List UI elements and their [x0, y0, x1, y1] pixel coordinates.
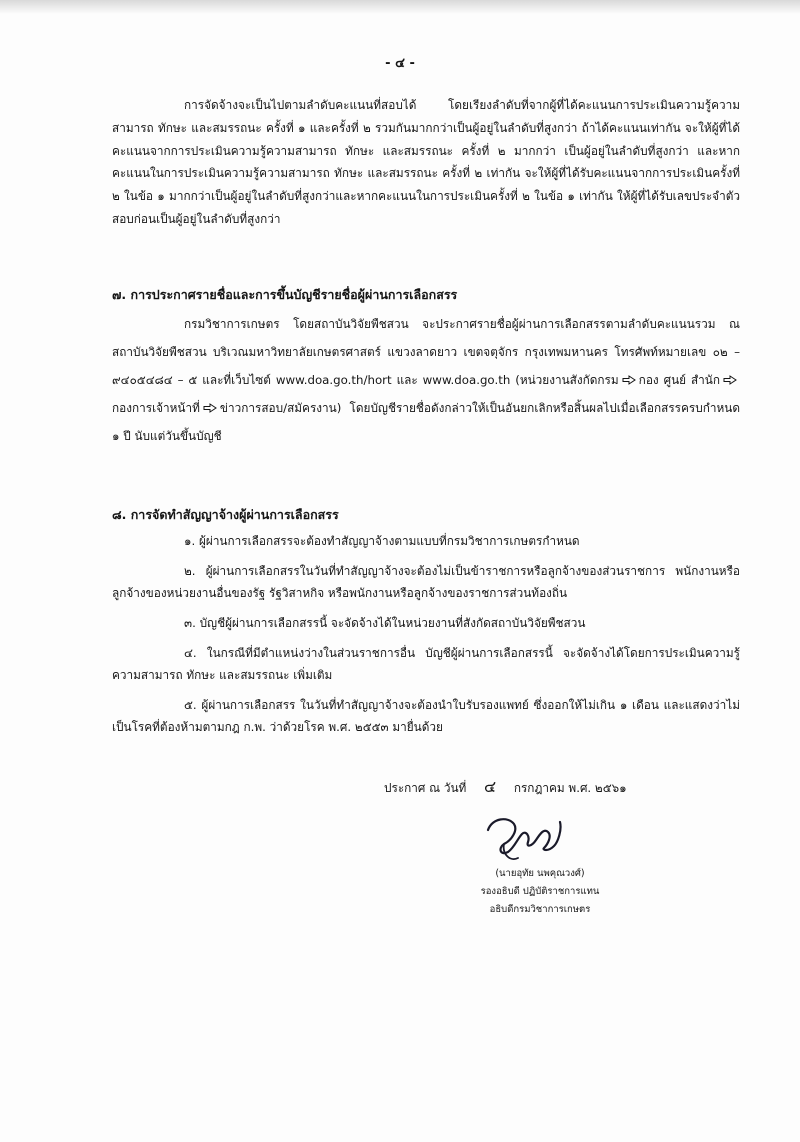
path-step-2: กองการเจ้าหน้าที่: [112, 401, 200, 415]
section-8-item-1: ๑. ผู้ผ่านการเลือกสรรจะต้องทำสัญญาจ้างตามแบบที่กรมวิชาการเกษตรกำหนด: [184, 534, 580, 548]
scan-edge-shadow: [0, 0, 800, 14]
announcement-day: ๔: [484, 777, 497, 796]
arrow-right-icon: [723, 375, 737, 385]
path-step-1: กอง ศูนย์ สำนัก: [638, 373, 720, 387]
section-7-text-part2: โดยบัญชีรายชื่อดังกล่าวให้เป็นอันยกเลิกหรือสิ้นผลไปเมื่อเลือกสรรครบกำหนด ๑ ปี นับแต่วันขึ้นบัญชี: [112, 401, 740, 443]
path-step-3: ข่าวการสอบ/สมัครงาน): [219, 401, 342, 415]
section-7-body: [112, 310, 740, 450]
page-number: - ๔ -: [385, 56, 415, 71]
signer-position-1: รองอธิบดี ปฏิบัติราชการแทน: [480, 886, 600, 897]
arrow-right-icon: [203, 403, 217, 413]
handwritten-signature: [474, 810, 574, 866]
section-7-heading: ๗. การประกาศรายชื่อและการขึ้นบัญชีรายชื่อผู้ผ่านการเลือกสรร: [112, 287, 458, 302]
section-8-heading: ๘. การจัดทำสัญญาจ้างผู้ผ่านการเลือกสรร: [112, 507, 339, 522]
section-8-item-2: ๒. ผู้ผ่านการเลือกสรรในวันที่ทำสัญญาจ้างจะต้องไม่เป็นข้าราชการหรือลูกจ้างของส่วนราชการ พนักงานหรือลูกจ้างของหน่วยงานอื่นของรัฐ รัฐวิสาหกิจ หรือพนักงานหรือลูกจ้างของราชการส่วนท้องถิ่น: [112, 564, 740, 600]
announcement-date: [384, 776, 627, 799]
section-8-item-4: ๔. ในกรณีที่มีตำแหน่งว่างในส่วนราชการอื่น บัญชีผู้ผ่านการเลือกสรรนี้ จะจัดจ้างได้โดยการประเมินความรู้ความสามารถ ทักษะ และสมรรถนะ เพิ่มเติม: [112, 646, 740, 682]
section-8-item-5: ๕. ผู้ผ่านการเลือกสรร ในวันที่ทำสัญญาจ้างจะต้องนำใบรับรองแพทย์ ซึ่งออกให้ไม่เกิน ๑ เดือน และแสดงว่าไม่เป็นโรคที่ต้องห้ามตามกฎ ก.พ. ว่าด้วยโรค พ.ศ. ๒๕๕๓ มายื่นด้วย: [112, 698, 740, 734]
section-8-item-3: ๓. บัญชีผู้ผ่านการเลือกสรรนี้ จะจัดจ้างได้ในหน่วยงานที่สังกัดสถาบันวิจัยพืชสวน: [184, 616, 586, 630]
arrow-right-icon: [622, 375, 636, 385]
signer-name: (นายอุทัย นพคุณวงศ์): [495, 868, 585, 879]
intro-block: [112, 94, 740, 231]
intro-paragraph: การจัดจ้างจะเป็นไปตามลำดับคะแนนที่สอบได้ โดยเรียงลำดับที่จากผู้ที่ได้คะแนนการประเมินความรู้ความสามารถ ทักษะ และสมรรถนะ ครั้งที่ ๑ และครั้งที่ ๒ รวมกันมากกว่าเป็นผู้อยู่ในลำดับที่สูงกว่า ถ้าได้คะแนนเท่ากัน จะให้ผู้ที่ได้คะแนนจากการประเมินความรู้ความสามารถ ทักษะ และสมรรถนะ ครั้งที่ ๒ มากกว่า เป็นผู้อยู่ในลำดับที่สูงกว่า และหากคะแนนในการประเมินความรู้ความสามารถ ทักษะ และสมรรถนะ ครั้งที่ ๒ เท่ากัน จะให้ผู้ที่ได้รับคะแนนจากการประเมินครั้งที่ ๒ ในข้อ ๑ มากกว่าเป็นผู้อยู่ในลำดับที่สูงกว่าและหากคะแนนในการประเมินครั้งที่ ๒ ในข้อ ๑ เท่ากัน ให้ผู้ที่ได้รับเลขประจำตัวสอบก่อนเป็นผู้อยู่ในลำดับที่สูงกว่า: [112, 98, 740, 226]
section-7-text-part1: กรมวิชาการเกษตร โดยสถาบันวิจัยพืชสวน จะประกาศรายชื่อผู้ผ่านการเลือกสรรตามลำดับคะแนนรวม ณ สถาบันวิจัยพืชสวน บริเวณมหาวิทยาลัยเกษตรศาสตร์ แขวงลาดยาว เขตจตุจักร กรุงเทพมหานคร โทรศัพท์หมายเลข ๐๒ – ๙๔๐๕๔๘๔ – ๕ และที่เว็บไซต์ www.doa.go.th/hort และ www.doa.go.th (หน่วยงานสังกัดกรม: [112, 317, 740, 387]
announcement-prefix: ประกาศ ณ วันที่: [384, 781, 467, 795]
section-7-paragraph: [112, 310, 740, 450]
announcement-month-year: กรกฎาคม พ.ศ. ๒๕๖๑: [513, 781, 627, 795]
signer-position-2: อธิบดีกรมวิชาการเกษตร: [489, 904, 591, 915]
section-8-body: [112, 530, 740, 738]
